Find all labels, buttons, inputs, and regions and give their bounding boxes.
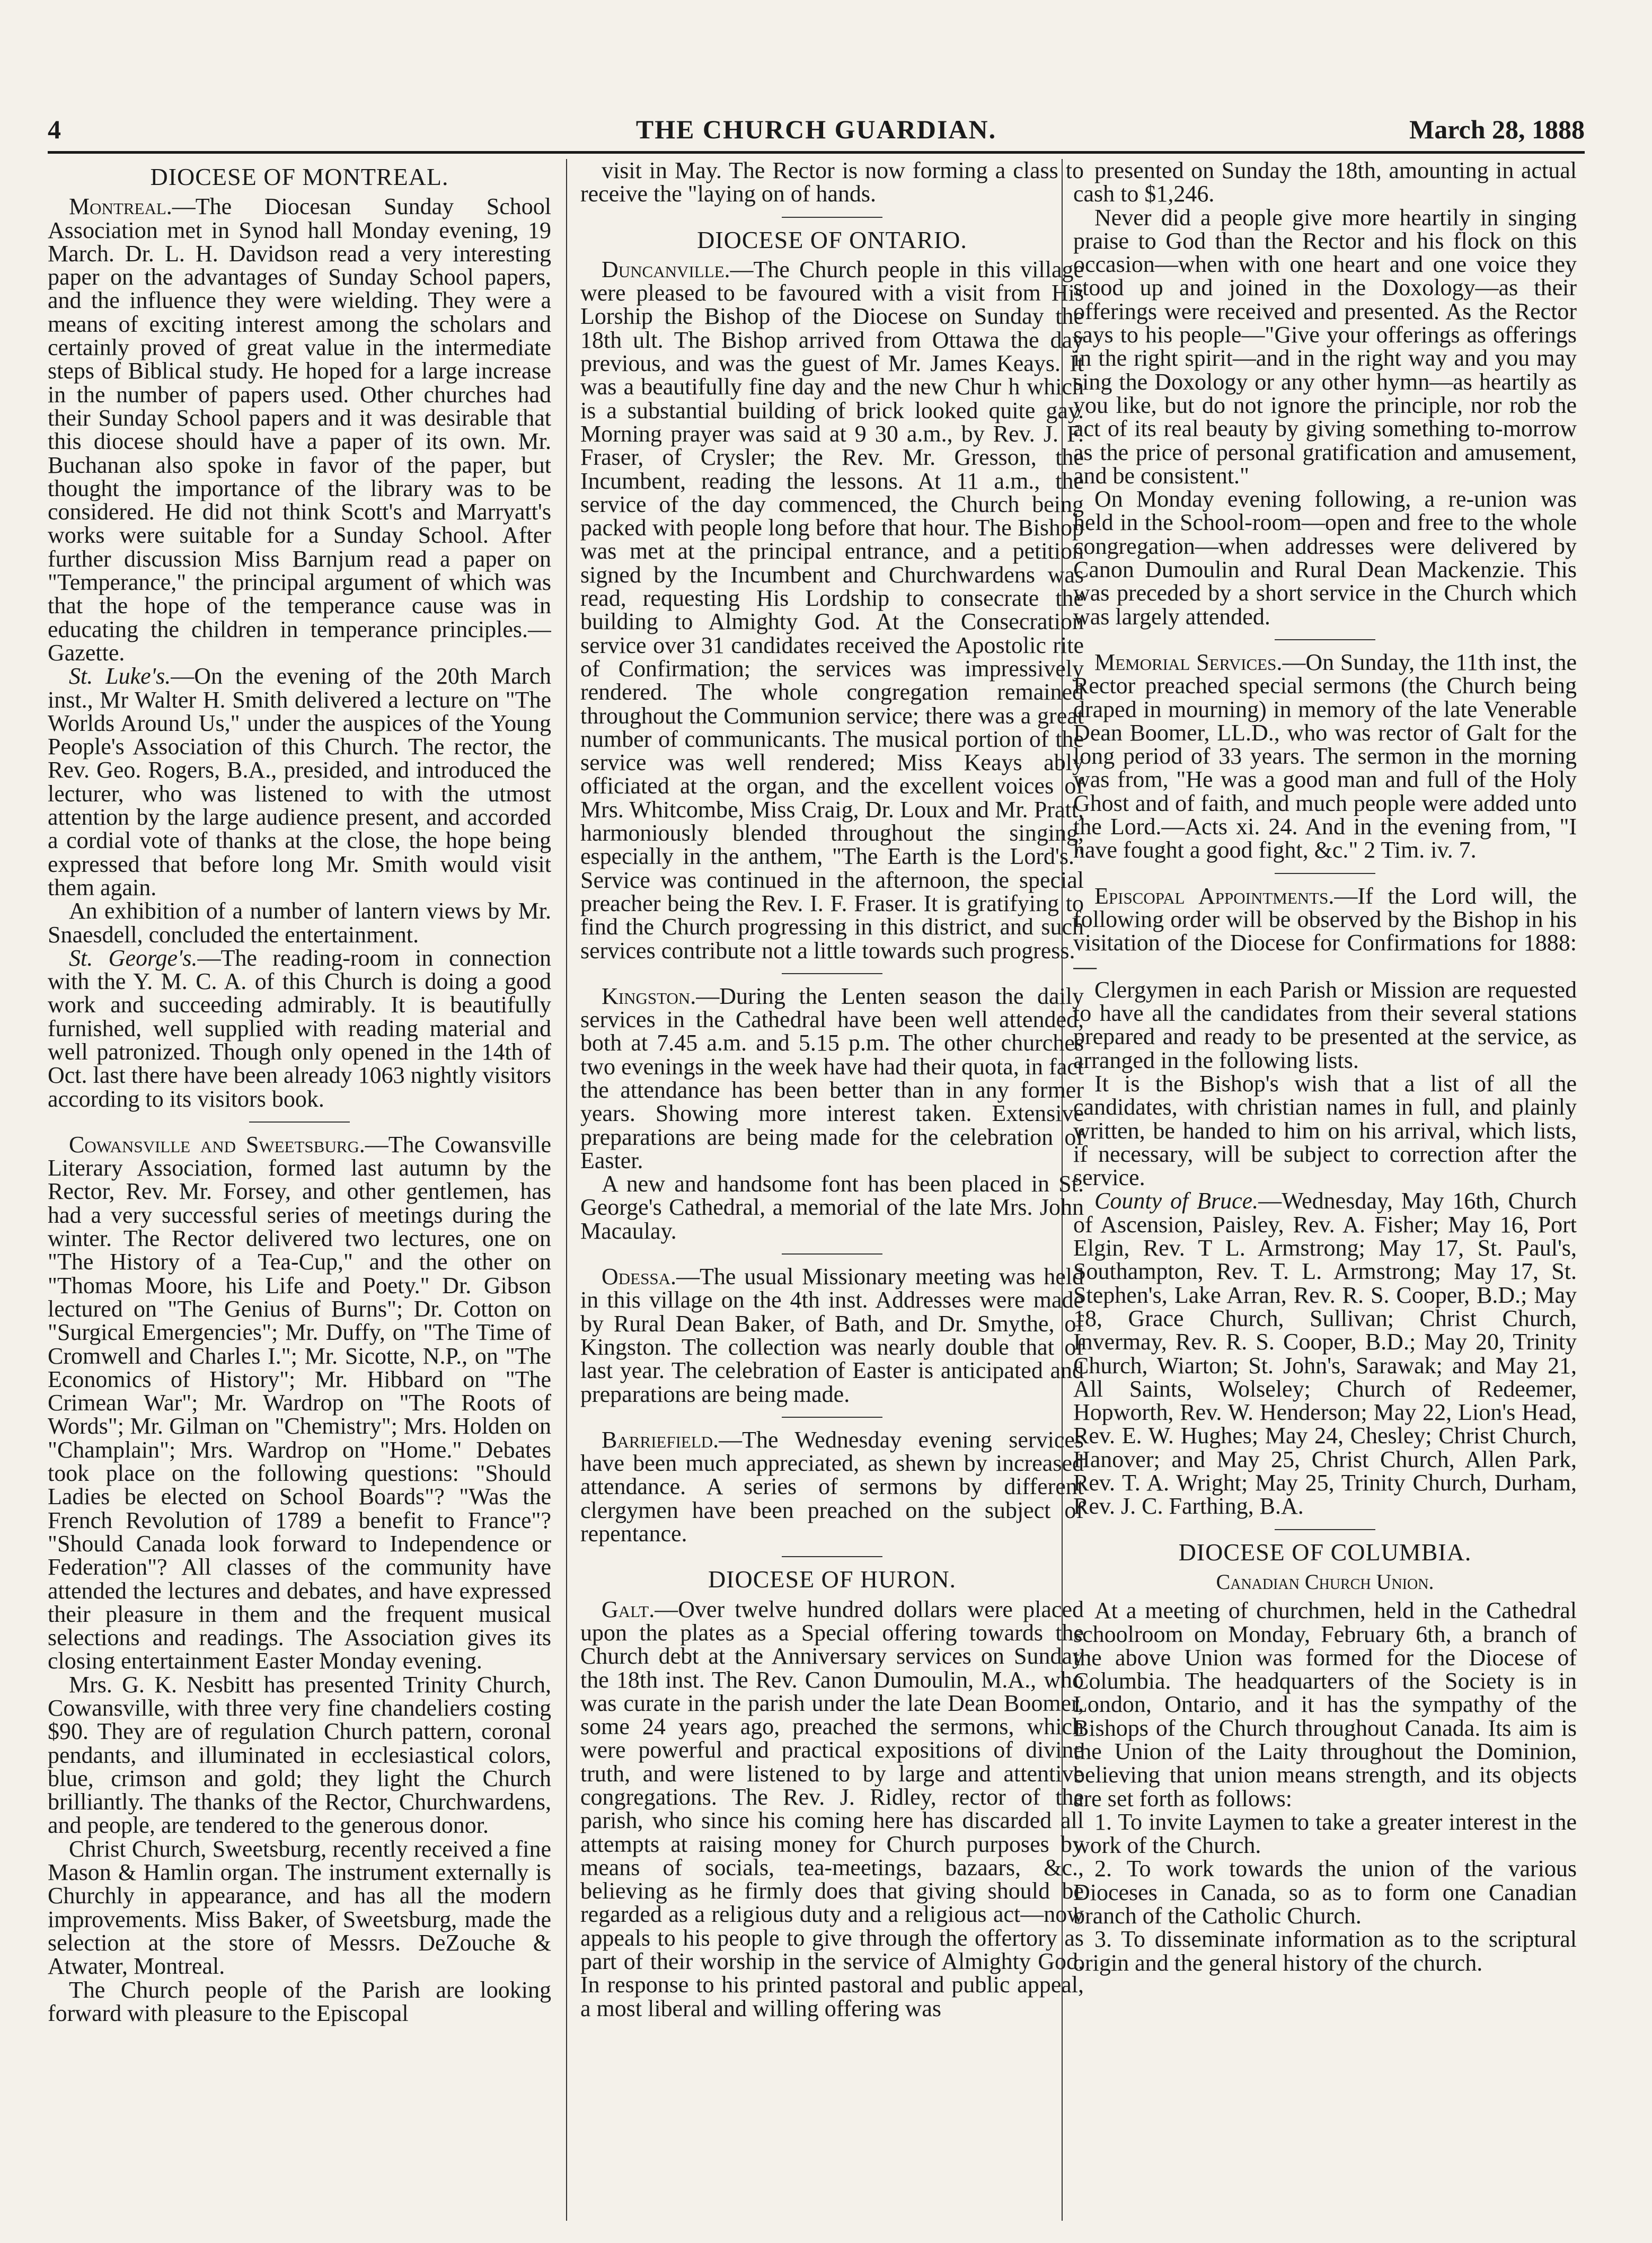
dateline: Memorial Services. <box>1094 649 1283 675</box>
article-paragraph: 2. To work towards the union of the various Dioceses in Canada, so as to form one Canadian branch of the Catholic Church. <box>1073 1856 1577 1929</box>
article-paragraph: At a meeting of churchmen, held in the Cathedral schoolroom on Monday, February 6th, a branch of the above Union was formed for the Diocese of Columbia. The headquarters of the Society is in London, Ontario, and it has the sympathy of the Bishops of the Church throughout Canada. Its aim is the Union of the Laity throughout the Dominion, believing that union means strength, and its objects are set forth as follows: <box>1073 1597 1577 1812</box>
masthead: THE CHURCH GUARDIAN. <box>635 114 997 144</box>
divider <box>249 1122 350 1123</box>
divider <box>782 973 882 974</box>
article-paragraph: Never did a people give more heartily in singing praise to God than the Rector and his flock on this occasion—when with one heart and one voice they stood up and joined in the Doxology—as their offerings were received and presented. As the Rector says to his people—"Give your offerings as offerings in the right spirit—and in the right way and you may sing the Doxology or any other hymn—as heartily as you like, but do not ignore the principle, nor rob the act of its real beauty by giving something to-morrow as the price of personal gratification and amusement, and be consistent." <box>1073 204 1577 489</box>
column-1 <box>48 159 551 2215</box>
divider <box>782 1253 882 1255</box>
dateline: Odessa. <box>602 1264 676 1290</box>
article-paragraph: Cowansville and Sweetsburg.—The Cowansville Literary Association, formed last autumn by the Rector, Rev. Mr. Forsey, and other gentlemen, has had a very successful series of meetings during the winter. The Rector delivered two lectures, one on "The History of a Tea-Cup," and the other on "Thomas Moore, his Life and Poety." Dr. Gibson lectured on "The Genius of Burns"; Dr. Cotton on "Surgical Emergencies"; Mr. Duffy, on "The Time of Cromwell and Charles I."; Mr. Sicotte, N.P., on "The Economics of History"; Mr. Hibbard on "The Crimean War"; Mr. Wardrop on "The Roots of Words"; Mr. Gilman on "Chemistry"; Mrs. Holden on "Champlain"; Mrs. Wardrop on "Home." Debates took place on the following questions: "Should Ladies be elected on School Boards"? "Was the French Revolution of 1789 a benefit to France"? "Should Canada look forward to Independence or Federation"? All classes of the community have attended the lectures and debates, and have expressed their pleasure in them and the frequent musical selections and readings. The Association gives its closing entertainment Easter Monday evening. <box>48 1131 551 1674</box>
article-paragraph: St. Luke's.—On the evening of the 20th March inst., Mr Walter H. Smith delivered a lecture on "The Worlds Around Us," under the auspices of the Young People's Association of this Church. The rector, the Rev. Geo. Rogers, B.A., presided, and introduced the lecturer, who was listened to with the utmost attention by the large audience present, and accorded a cordial vote of thanks at the close, the hope being expressed that before long Mr. Smith would visit them again. <box>48 663 551 900</box>
subsection-heading: Canadian Church Union. <box>1216 1569 1434 1594</box>
article-paragraph: Clergymen in each Parish or Mission are requested to have all the candidates from their several stations prepared and ready to be presented at the service, as arranged in the following lists. <box>1073 976 1577 1073</box>
dateline: Duncanville. <box>602 256 730 282</box>
article-paragraph: Barriefield.—The Wednesday evening services have been much appreciated, as shewn by increased attendance. A series of sermons by different clergymen have been preached on the subject of repentance. <box>580 1426 1084 1547</box>
dateline: Montreal. <box>69 193 172 220</box>
column-rule <box>566 159 567 2221</box>
article-paragraph: It is the Bishop's wish that a list of all the candidates, with christian names in full, and plainly written, be handed to him on his arrival, which lists, if necessary, will be subject to correction after the service. <box>1073 1070 1577 1191</box>
article-paragraph: Christ Church, Sweetsburg, recently received a fine Mason & Hamlin organ. The instrument externally is Churchly in appearance, and has all the modern improvements. Miss Baker, of Sweetsburg, made the selection at the store of Messrs. DeZouche & Atwater, Montreal. <box>48 1835 551 1980</box>
article-paragraph: St. George's.—The reading-room in connection with the Y. M. C. A. of this Church is doing a good work and succeeding admirably. It is beautifully furnished, well supplied with reading material and well patronized. Though only opened in the 14th of Oct. last there have been already 1063 nightly visitors according to its visitors book. <box>48 944 551 1112</box>
divider <box>782 217 882 218</box>
dateline: County of Bruce. <box>1094 1188 1259 1214</box>
article-paragraph: County of Bruce.—Wednesday, May 16th, Church of Ascension, Paisley, Rev. A. Fisher; May 16, Port Elgin, Rev. T L. Armstrong; May 17, St. Paul's, Southampton, Rev. T. L. Armstrong; May 17, St. Stephen's, Lake Arran, Rev. R. S. Cooper, B.D.; May 18, Grace Church, Sullivan; Christ Church, Invermay, Rev. R. S. Cooper, B.D.; May 20, Trinity Church, Wiarton; St. John's, Sarawak; and May 21, All Saints, Wolseley; Church of Redeemer, Hopworth, Rev. W. Henderson; May 22, Lion's Head, Rev. E. W. Hughes; May 24, Chesley; Christ Church, Hanover; and May 25, Christ Church, Allen Park, Rev. T. A. Wright; May 25, Trinity Church, Durham, Rev. J. C. Farthing, B.A. <box>1073 1188 1577 1520</box>
divider <box>782 1556 882 1557</box>
dateline: Episcopal Appointments. <box>1094 882 1335 909</box>
section-heading: DIOCESE OF ONTARIO. <box>697 226 967 253</box>
article-paragraph: 3. To disseminate information as to the scriptural origin and the general history of the church. <box>1073 1926 1577 1976</box>
article-paragraph: Galt.—Over twelve hundred dollars were placed upon the plates as a Special offering towards the Church debt at the Anniversary services on Sunday the 18th inst. The Rev. Canon Dumoulin, M.A., who was curate in the parish under the late Dean Boomer, some 24 years ago, preached the sermons, which were powerful and practical expositions of divine truth, and were listened to by large and attentive congregations. The Rev. J. Ridley, rector of the parish, who since his coming here has discarded all attempts at raising money for Church purposes by means of socials, tea-meetings, bazaars, &c., believing as he firmly does that giving should be regarded as a religious duty and a religious act—now appeals to his people to give through the offertory as part of their worship in the service of Almighty God. In response to his printed pastoral and public appeal, a most liberal and willing offering was <box>580 1596 1084 2021</box>
dateline: Kingston. <box>602 983 696 1009</box>
article-paragraph: visit in May. The Rector is now forming a class to receive the "laying on of hands. <box>580 159 1084 207</box>
divider <box>1275 873 1375 874</box>
article-paragraph: Memorial Services.—On Sunday, the 11th inst, the Rector preached special sermons (the Church being draped in mourning) in memory of the late Venerable Dean Boomer, LL.D., who was rector of Galt for the long period of 33 years. The sermon in the morning was from, "He was a good man and full of the Holy Ghost and of faith, and much people were added unto the Lord.—Acts xi. 24. And in the evening from, "I have fought a good fight, &c." 2 Tim. iv. 7. <box>1073 649 1577 863</box>
section-heading: DIOCESE OF MONTREAL. <box>150 163 449 190</box>
divider <box>782 1417 882 1418</box>
article-paragraph: Episcopal Appointments.—If the Lord will, the following order will be observed by the Bishop in his visitation of the Diocese for Confirmations for 1888:— <box>1073 882 1577 979</box>
dateline: Galt. <box>602 1596 655 1622</box>
dateline: St. George's. <box>69 944 198 971</box>
article-paragraph: Duncanville.—The Church people in this village were pleased to be favoured with a visit from His Lorship the Bishop of the Diocese on Sunday the 18th ult. The Bishop arrived from Ottawa the day previous, and was the guest of Mr. James Keays. It was a beautifully fine day and the new Chur h which is a substantial building of brick looked quite gay. Morning prayer was said at 9 30 a.m., by Rev. J. F. Fraser, of Crysler; the Rev. Mr. Gresson, the Incumbent, reading the lessons. At 11 a.m., the service of the day commenced, the Church being packed with people long before that hour. The Bishop was met at the principal entrance, and a petition signed by the Incumbent and Churchwardens was read, requesting His Lordship to consecrate the building to Almighty God. At the Consecration service over 31 candidates received the Apostolic rite of Confirmation; the services was impressively rendered. The whole congregation remained throughout the Communion service; there was a great number of communicants. The musical portion of the service was well rendered; Miss Keays ably officiated at the organ, and the excellent voices of Mrs. Whitcombe, Miss Craig, Dr. Loux and Mr. Pratt, harmoniously blended throughout the singing, especially in the anthem, "The Earth is the Lord's." Service was continued in the afternoon, the special preacher being the Rev. I. F. Fraser. It is gratifying to find the Church progressing in this district, and such services contribute not a little towards such progress. <box>580 256 1084 964</box>
article-paragraph: An exhibition of a number of lantern views by Mr. Snaesdell, concluded the entertainment. <box>48 898 551 948</box>
section-heading: DIOCESE OF HURON. <box>708 1566 957 1593</box>
article-paragraph: 1. To invite Laymen to take a greater interest in the work of the Church. <box>1073 1808 1577 1859</box>
column-3 <box>1073 159 1577 2215</box>
page-header <box>48 114 1585 154</box>
issue-date: March 28, 1888 <box>1409 114 1585 144</box>
article-paragraph: Montreal.—The Diocesan Sunday School Association met in Synod hall Monday evening, 19 March. Dr. L. H. Davidson read a very interesting paper on the advantages of Sunday School papers, and the influence they were wielding. They were a means of exciting interest among the scholars and certainly proved of great value in the intermediate steps of Biblical study. He hoped for a large increase in the number of papers used. Other churches had their Sunday School papers and it was desirable that this diocese should have a paper of its own. Mr. Buchanan also spoke in favor of the paper, but thought the importance of the library was to be considered. He did not think Scott's and Marryatt's works were suitable for a Sunday School. After further discussion Miss Barnjum read a paper on "Temperance," the principal argument of which was that the hope of the temperance cause was in educating the children in temperance principles.—Gazette. <box>48 193 551 666</box>
dateline: Barriefield. <box>602 1426 719 1453</box>
article-paragraph: On Monday evening following, a re-union was held in the School-room—open and free to the whole congregation—when addresses were delivered by Canon Dumoulin and Rural Dean Mackenzie. This was preceded by a short service in the Church which was largely attended. <box>1073 486 1577 630</box>
column-2 <box>580 159 1084 2215</box>
divider <box>1275 1529 1375 1530</box>
article-paragraph: A new and handsome font has been placed in St. George's Cathedral, a memorial of the late Mrs. John Macaulay. <box>580 1171 1084 1244</box>
article-paragraph: The Church people of the Parish are looking forward with pleasure to the Episcopal <box>48 1976 551 2026</box>
divider <box>1275 639 1375 640</box>
article-paragraph: presented on Sunday the 18th, amounting in actual cash to $1,246. <box>1073 159 1577 207</box>
article-paragraph: Kingston.—During the Lenten season the daily services in the Cathedral have been well attended, both at 7.45 a.m. and 5.15 p.m. The other churches two evenings in the week have had their quota, in fact the attendance has been better than in any former years. Showing more interest taken. Extensive preparations are being made for the celebration of Easter. <box>580 983 1084 1173</box>
page-number: 4 <box>48 114 61 144</box>
article-paragraph: Mrs. G. K. Nesbitt has presented Trinity Church, Cowansville, with three very fine chandeliers costing $90. They are of regulation Church pattern, coronal pendants, and illuminated in ecclesiastical colors, blue, crimson and gold; they light the Church brilliantly. The thanks of the Rector, Churchwardens, and people, are tendered to the generous donor. <box>48 1671 551 1839</box>
section-heading: DIOCESE OF COLUMBIA. <box>1178 1538 1472 1566</box>
dateline: Cowansville and Sweetsburg. <box>69 1131 365 1158</box>
article-paragraph: Odessa.—The usual Missionary meeting was held in this village on the 4th inst. Addresses were made by Rural Dean Baker, of Bath, and Dr. Smythe, of Kingston. The collection was nearly double that of last year. The celebration of Easter is anticipated and preparations are being made. <box>580 1264 1084 1407</box>
dateline: St. Luke's. <box>69 663 171 690</box>
